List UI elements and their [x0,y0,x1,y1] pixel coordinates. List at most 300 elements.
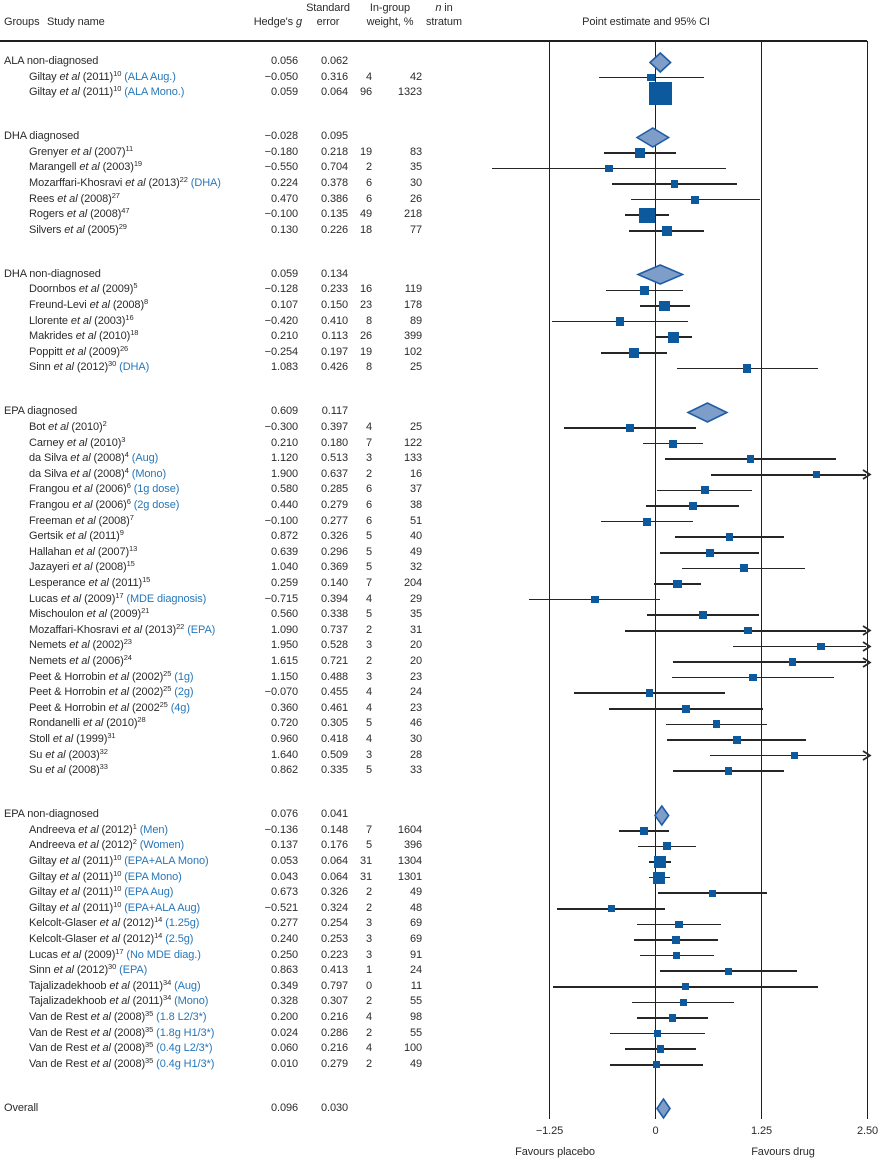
effect-square [701,486,709,494]
n-value: 26 [409,192,422,205]
group-row-label: DHA non-diagnosed [4,267,101,280]
hedges-g-value: −0.715 [264,592,298,605]
axis-favours-right-label: Favours drug [751,1146,815,1158]
se-value: 0.150 [320,299,348,311]
weight-value: 2 [365,995,372,1008]
study-row-label: Tajalizadekhoob et al $(2011)^{34}$ (Mono) [29,993,209,1008]
se-value: 0.316 [320,70,348,83]
weight-value: 4 [365,1011,372,1023]
summary-diamond-shape [655,806,669,825]
hedges-g-value: 0.224 [270,177,298,189]
effect-square [673,580,681,588]
hedges-g-value: −0.420 [264,314,298,327]
n-value: 23 [409,701,422,714]
n-value: 178 [403,299,422,311]
study-row-label: Lesperance et al $(2011)^{15}$ [29,575,151,589]
summary-diamond [685,400,730,425]
weight-value: 5 [365,764,372,777]
study-row-label: Frangou et al $(2006)^6$ (2g dose) [29,497,180,511]
group-row-label: EPA diagnosed [4,405,78,418]
study-row-label: Doornbos et al $(2009)^5$ [29,281,138,296]
study-row-label: Rondanelli et al $(2010)^{28}$ [29,715,146,730]
study-row-label: Llorente et al $(2003)^{16}$ [29,312,134,327]
n-value: 49 [409,886,422,899]
effect-square [649,82,672,105]
weight-value: 3 [365,917,372,930]
weight-value: 5 [365,717,372,730]
weight-value: 16 [359,283,372,296]
study-row-label: Mischoulon et al $(2009)^{21}$ [29,606,150,621]
header-rule [0,40,867,42]
se-value: 0.324 [320,901,348,914]
effect-square [740,564,748,572]
group-se-value: 0.062 [320,55,348,67]
col-header-weight-line1: In-group [369,2,411,14]
n-value: 20 [409,655,422,667]
summary-diamond-shape [650,53,671,72]
effect-square [626,424,634,432]
weight-value: 31 [359,855,372,867]
effect-square [640,286,650,296]
weight-value: 4 [365,421,372,433]
se-value: 0.369 [320,561,348,574]
weight-value: 5 [365,561,372,574]
se-value: 0.413 [320,964,348,977]
se-value: 0.386 [320,192,348,205]
hedges-g-value: 0.673 [270,886,298,899]
group-row-label: DHA diagnosed [4,130,80,143]
ci-line [733,646,866,648]
se-value: 0.509 [320,748,348,761]
hedges-g-value: 0.470 [270,192,298,205]
se-value: 0.197 [320,345,348,358]
effect-square [608,905,615,912]
effect-square [659,301,670,312]
se-value: 0.064 [320,86,348,99]
effect-square [744,627,751,634]
study-row-label: Marangell et al $(2003)^{19}$ [29,159,142,174]
effect-square [747,455,754,462]
study-row-label: Giltay et al $(2011)^{10}$ (EPA Aug) [29,884,174,899]
study-row-label: Giltay et al $(2011)^{10}$ (EPA Mono) [29,868,182,883]
hedges-g-value: 0.277 [270,917,298,930]
hedges-g-value: 0.440 [270,499,298,511]
hedges-g-value: 0.349 [270,979,298,992]
se-value: 0.285 [320,483,348,496]
se-value: 0.513 [320,452,348,465]
effect-square [669,440,677,448]
weight-value: 96 [359,86,372,99]
summary-diamond-shape [657,1099,670,1118]
weight-value: 8 [365,361,372,374]
hedges-g-value: 1.615 [270,655,298,667]
axis-tick-label: −1.25 [535,1125,564,1137]
se-value: 0.223 [320,948,348,961]
plot-gridline [549,41,551,1119]
n-value: 83 [409,145,422,158]
group-hedges-g-value: 0.609 [270,405,298,418]
se-value: 0.797 [320,979,348,992]
study-row-label: Van de Rest et al $(2008)^{35}$ (1.8g H1/3*) [29,1024,215,1039]
se-value: 0.180 [320,436,348,449]
hedges-g-value: 0.010 [270,1057,298,1070]
se-value: 0.279 [320,499,348,511]
n-value: 40 [409,530,422,543]
study-row-label: Mozaffari-Khosravi et al $(2013)^{22}$ (EPA) [29,621,216,636]
hedges-g-value: −0.050 [264,70,298,83]
effect-square [689,502,697,510]
weight-value: 3 [365,452,372,465]
hedges-g-value: 0.720 [270,717,298,730]
n-value: 35 [409,161,422,174]
group-se-value: 0.030 [320,1101,348,1114]
hedges-g-value: −0.521 [264,901,298,914]
n-value: 38 [409,499,422,511]
se-value: 0.418 [320,733,348,745]
weight-value: 7 [365,577,372,589]
n-value: 30 [409,177,422,189]
group-se-value: 0.117 [321,405,348,418]
group-hedges-g-value: 0.096 [270,1101,298,1114]
weight-value: 2 [365,655,372,667]
weight-value: 23 [359,299,372,311]
n-value: 23 [409,670,422,683]
n-value: 100 [403,1042,422,1055]
n-value: 1323 [397,86,422,99]
weight-value: 2 [365,623,372,636]
study-row-label: Sinn et al $(2012)^{30}$ (DHA) [29,359,150,374]
hedges-g-value: 0.210 [270,330,298,343]
n-value: 35 [409,608,422,621]
ci-arrow-path [863,470,870,479]
se-value: 0.637 [320,467,348,480]
hedges-g-value: −0.128 [264,283,298,296]
effect-square [675,921,682,928]
study-row-label: Nemets et al $(2002)^{23}$ [29,637,132,652]
effect-square [654,856,666,868]
weight-value: 7 [365,436,372,449]
effect-square [653,1061,660,1068]
axis-tick-label: 2.50 [856,1125,878,1137]
weight-value: 5 [365,608,372,621]
weight-value: 3 [365,670,372,683]
se-value: 0.461 [320,701,348,714]
axis-tick-label: 0 [652,1125,659,1137]
hedges-g-value: −0.100 [264,208,298,221]
hedges-g-value: −0.070 [264,686,298,699]
hedges-g-value: 1.120 [270,452,298,465]
plot-gridline [655,41,657,1119]
n-value: 1604 [397,823,422,836]
se-value: 0.528 [320,639,348,652]
se-value: 0.064 [320,855,348,867]
effect-square [682,705,690,713]
se-value: 0.410 [320,314,348,327]
se-value: 0.397 [320,421,348,433]
weight-value: 26 [359,330,372,343]
weight-value: 19 [359,345,372,358]
study-row-label: Makrides et al $(2010)^{18}$ [29,328,139,343]
group-hedges-g-value: −0.028 [264,130,298,143]
weight-value: 4 [365,592,372,605]
n-value: 91 [409,948,422,961]
se-value: 0.216 [320,1011,348,1023]
weight-value: 6 [365,177,372,189]
study-row-label: Lucas et al $(2009)^{17}$ (No MDE diag.) [29,946,201,961]
weight-value: 8 [365,314,372,327]
col-header-n-line2: stratum [426,16,462,28]
ci-arrow-icon [862,469,872,480]
hedges-g-value: 0.240 [270,933,298,945]
n-value: 46 [409,717,422,730]
study-row-label: Hallahan et al $(2007)^{13}$ [29,543,138,558]
axis-favours-left-label: Favours placebo [515,1146,595,1158]
weight-value: 2 [365,886,372,899]
weight-value: 6 [365,483,372,496]
hedges-g-value: 1.040 [270,561,298,574]
weight-value: 6 [365,499,372,511]
se-value: 0.704 [320,161,348,174]
se-value: 0.721 [320,655,348,667]
weight-value: 3 [365,948,372,961]
effect-square [646,689,654,697]
n-value: 48 [409,901,422,914]
study-row-label: Carney et al $(2010)^3$ [29,434,126,449]
hedges-g-value: 1.083 [270,361,298,374]
se-value: 0.064 [320,870,348,883]
se-value: 0.140 [320,577,348,589]
n-value: 98 [409,1011,422,1023]
study-row-label: Freeman et al $(2008)^7$ [29,512,134,527]
se-value: 0.254 [320,917,348,930]
n-value: 25 [409,421,422,433]
group-hedges-g-value: 0.059 [270,267,298,280]
effect-square [725,767,733,775]
effect-square [672,936,679,943]
study-row-label: Mozarffari-Khosravi et al $(2013)^{22}$ (DHA) [29,175,221,189]
axis-tick-label: 1.25 [750,1125,772,1137]
effect-square [647,74,655,82]
hedges-g-value: 0.639 [270,545,298,558]
col-header-hedges-g: Hedge's g [253,16,302,28]
group-se-value: 0.134 [320,267,348,280]
group-row-label: EPA non-diagnosed [4,808,99,821]
hedges-g-value: 0.060 [270,1042,298,1055]
weight-value: 6 [365,192,372,205]
effect-square [654,1030,661,1037]
n-value: 1304 [397,855,422,867]
study-row-label: Giltay et al $(2011)^{10}$ (ALA Aug.) [29,68,176,83]
summary-diamond-shape [688,403,727,422]
se-value: 0.277 [320,514,348,527]
study-row-label: Giltay et al $(2011)^{10}$ (EPA+ALA Mono) [29,853,209,867]
study-row-label: Silvers et al $(2005)^{29}$ [29,221,127,236]
effect-square [726,533,734,541]
study-row-label: Giltay et al $(2011)^{10}$ (ALA Mono.) [29,84,185,99]
ci-arrow-icon [862,641,872,652]
se-value: 0.488 [320,670,348,683]
se-value: 0.216 [320,1042,348,1055]
se-value: 0.335 [320,764,348,777]
hedges-g-value: −0.136 [264,823,298,836]
hedges-g-value: 0.059 [270,86,298,99]
n-value: 55 [409,995,422,1008]
hedges-g-value: 0.560 [270,608,298,621]
effect-square [789,658,796,665]
effect-square [725,968,732,975]
n-value: 399 [403,330,422,343]
hedges-g-value: 1.950 [270,639,298,652]
hedges-g-value: 0.862 [270,764,298,777]
hedges-g-value: −0.180 [264,145,298,158]
summary-diamond [634,125,672,150]
weight-value: 2 [365,161,372,174]
weight-value: 2 [365,1026,372,1039]
effect-square [691,196,699,204]
n-value: 69 [409,933,422,945]
effect-square [680,999,687,1006]
se-value: 0.218 [320,145,348,158]
n-value: 29 [409,592,422,605]
n-value: 204 [403,577,422,589]
n-value: 102 [403,345,422,358]
effect-square [671,180,679,188]
se-value: 0.233 [320,283,348,296]
weight-value: 2 [365,1057,372,1070]
hedges-g-value: 0.960 [270,733,298,745]
n-value: 31 [409,623,422,636]
effect-square [605,165,612,172]
study-row-label: Peet & Horrobin et al (2002$^{25}$ (4g) [29,699,190,714]
effect-square [733,736,741,744]
summary-diamond [654,1096,673,1121]
study-row-label: Van de Rest et al $(2008)^{35}$ (0.4g H1/3*) [29,1055,215,1070]
study-row-label: Kelcolt-Glaser et al $(2012)^{14}$ (1.25g) [29,915,200,930]
n-value: 119 [404,283,422,296]
hedges-g-value: 0.259 [270,577,298,589]
study-row-label: Sinn et al $(2012)^{30}$ (EPA) [29,962,148,977]
summary-diamond-shape [637,128,669,147]
weight-value: 3 [365,639,372,652]
se-value: 0.279 [320,1057,348,1070]
plot-gridline [867,41,869,1119]
weight-value: 2 [365,467,372,480]
weight-value: 0 [365,979,372,992]
effect-square [662,226,672,236]
study-row-label: Giltay et al $(2011)^{10}$ (EPA+ALA Aug) [29,899,201,914]
ci-line [711,474,867,476]
ci-line [710,755,867,757]
hedges-g-value: 0.250 [270,948,298,961]
effect-square [699,611,707,619]
effect-square [749,674,756,681]
n-value: 89 [409,314,422,327]
se-value: 0.296 [320,545,348,558]
col-header-se-line1: Standard [306,2,350,14]
n-value: 49 [409,545,422,558]
ci-arrow-icon [862,625,872,636]
se-value: 0.176 [320,839,348,852]
n-value: 69 [409,917,422,930]
effect-square [635,148,645,158]
group-se-value: 0.041 [320,808,348,821]
n-value: 396 [403,839,422,852]
se-value: 0.226 [320,223,348,236]
hedges-g-value: 0.210 [270,436,298,449]
weight-value: 5 [365,545,372,558]
n-value: 24 [409,964,422,977]
se-value: 0.148 [320,823,348,836]
summary-diamond [647,50,674,75]
ci-arrow-icon [862,750,872,761]
study-row-label: da Silva et al $(2008)^4$ (Mono) [29,465,167,480]
study-row-label: Van de Rest et al $(2008)^{35}$ (1.8 L2/3*) [29,1009,207,1023]
plot-gridline [761,41,763,1119]
effect-square [813,471,820,478]
hedges-g-value: −0.550 [264,161,298,174]
effect-square [643,518,651,526]
hedges-g-value: 0.863 [270,964,298,977]
effect-square [669,1014,677,1022]
effect-square [640,827,648,835]
plot-title: Point estimate and 95% CI [582,16,710,28]
weight-value: 5 [365,839,372,852]
se-value: 0.737 [320,623,348,636]
summary-diamond [652,803,672,828]
effect-square [668,332,679,343]
study-row-label: Bot et al $(2010)^2$ [29,419,107,433]
n-value: 32 [409,561,422,574]
weight-value: 1 [365,964,372,977]
ci-line [673,661,867,663]
effect-square [673,952,680,959]
se-value: 0.307 [320,995,348,1008]
effect-square [817,643,824,650]
weight-value: 18 [359,223,372,236]
hedges-g-value: −0.254 [264,345,298,358]
study-row-label: da Silva et al $(2008)^4$ (Aug) [29,450,159,465]
group-hedges-g-value: 0.056 [270,55,298,67]
weight-value: 4 [365,733,372,745]
ci-arrow-path [863,626,870,635]
study-row-label: Su et al $(2008)^{33}$ [29,762,108,777]
weight-value: 19 [359,145,372,158]
n-value: 1301 [397,870,422,883]
summary-diamond-shape [638,265,683,284]
se-value: 0.338 [320,608,348,621]
study-row-label: Jazayeri et al $(2008)^{15}$ [29,559,135,574]
ci-arrow-path [863,751,870,760]
hedges-g-value: 0.200 [270,1011,298,1023]
effect-square [616,317,624,325]
n-value: 55 [409,1026,422,1039]
study-row-label: Frangou et al $(2006)^6$ (1g dose) [29,481,180,496]
weight-value: 3 [365,748,372,761]
n-value: 42 [409,70,422,83]
study-row-label: Kelcolt-Glaser et al $(2012)^{14}$ (2.5g) [29,931,194,945]
weight-value: 3 [365,933,372,945]
n-value: 16 [409,467,422,480]
col-header-weight-line2: weight, % [366,16,414,28]
study-row-label: Stoll et al $(1999)^{31}$ [29,731,116,745]
n-value: 25 [409,361,422,374]
weight-value: 6 [365,514,372,527]
study-row-label: Tajalizadekhoob et al $(2011)^{34}$ (Aug) [29,977,201,992]
se-value: 0.455 [320,686,348,699]
study-row-label: Lucas et al $(2009)^{17}$ (MDE diagnosis) [29,590,207,605]
effect-square [591,596,599,604]
n-value: 28 [409,748,422,761]
